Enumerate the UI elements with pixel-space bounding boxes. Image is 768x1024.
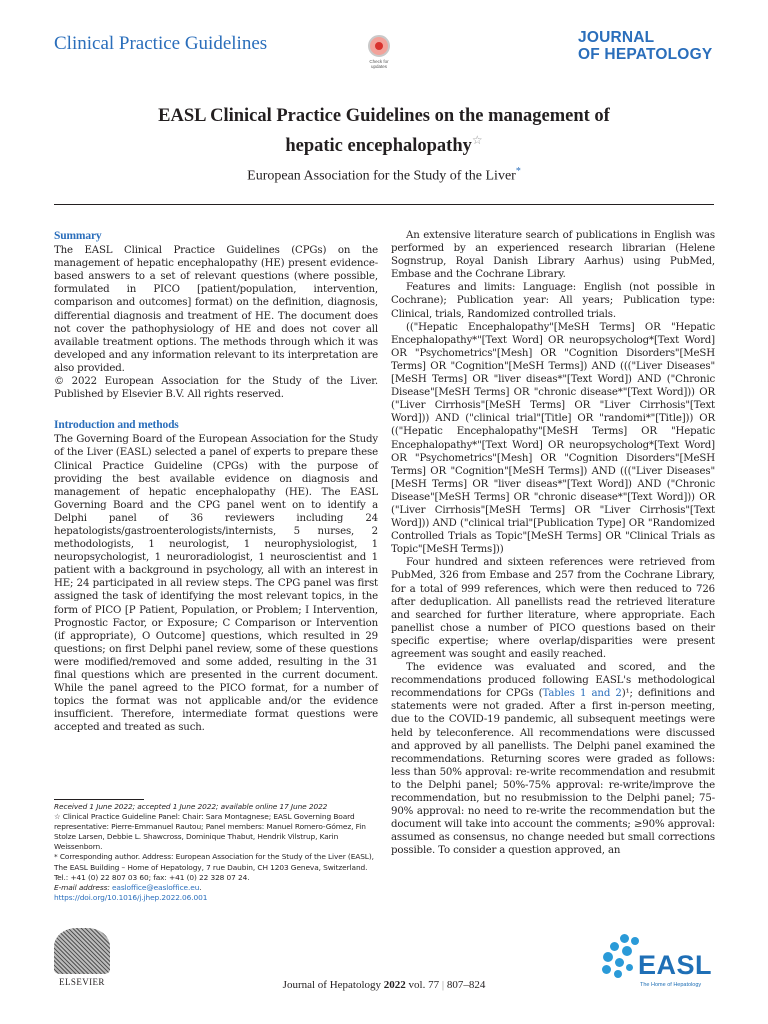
title-line1: EASL Clinical Practice Guidelines on the management of [158, 106, 610, 126]
doi-link[interactable]: https://doi.org/10.1016/j.jhep.2022.06.001 [54, 892, 208, 902]
elsevier-logo [54, 928, 110, 987]
right-column [391, 229, 715, 858]
email-label: E-mail address: [54, 882, 110, 892]
page-footer [180, 979, 588, 991]
footnotes: Received 1 June 2022; accepted 1 June 2022; available online 17 June 2022 ☆ Clinical Practice Guideline Panel: Chair: Sara Montagnese; EASL Governing Board representative: Pierre-Emmanuel Rautou; Panel members: Manuel Romero-Gómez, Fin Stolze Larsen, Debbie L. Shawcross, Dominique Thabut, Hendrik Vilstrup, Karin Weissenborn. * Corresponding author. Address: European Association for the Study of the Liver (EASL), The EASL Building – Home of Hepatology, 7 rue Daubin, CH 1203 Geneva, Switzerland. Tel.: +41 (0) 22 807 03 60; fax: +41 (0) 22 328 07 24. E-mail address: easloffice@easloffice.eu. https://doi.org/10.1016/j.jhep.2022.06.001 [54, 802, 378, 903]
summary-heading: Summary [54, 230, 102, 242]
footnote-divider [54, 799, 144, 800]
journal-logo-line1: JOURNAL [578, 29, 655, 46]
footer-volume: vol. 77 [408, 979, 440, 991]
elsevier-tree-icon [54, 928, 110, 974]
journal-logo-line2: OF HEPATOLOGY [578, 46, 713, 63]
author-footnote-mark[interactable]: * [515, 166, 521, 177]
section-label: Clinical Practice Guidelines [54, 33, 268, 54]
easl-tagline: The Home of Hepatology [640, 982, 702, 988]
easl-logo [600, 934, 712, 990]
journal-logo [578, 29, 712, 63]
tables-link[interactable]: Tables 1 and 2 [542, 688, 622, 700]
intro-body: The Governing Board of the European Association for the Study of the Liver (EASL) selected a panel of experts to prepare these Clinical Practice Guideline (CPGs) with the purpose of providing the best available evidence on diagnosis and management of hepatic encephalopathy (HE). The EASL Governing Board and the CPG panel went on to identify a Delphi panel of 36 reviewers including 24 hepatologists/gastroenterologists/internists, 5 nurses, 2 methodologists, 1 neurologist, 1 neurophysiologist, 1 neuropsychologist, 1 neuroradiologist, 1 neuroscientist and 1 patient with a background in psychology, all with an interest in HE; 24 participated in all review steps. The CPG panel was first assigned the task of identifying the most relevant topics, in the form of PICO [P Patient, Population, or Problem; I Intervention, Prognostic Factor, or Exposure; C Comparison or Intervention (if appropriate), O Outcome] questions, which resulted in 29 questions; on first Delphi panel review, some of these questions were modified/removed and some added, resulting in the 31 final questions which are presented in the current document. While the panel agreed to the PICO format, for a number of topics the format was not applicable and/or the evidence insufficient. Therefore, intermediate format questions were accepted and treated as such. [54, 434, 378, 734]
badge-caption: Check for updates [369, 59, 389, 69]
check-for-updates-badge[interactable] [365, 35, 393, 71]
references-paragraph: Four hundred and sixteen references were retrieved from PubMed, 326 from Embase and 257 from the Cochrane Library, for a total of 999 references, which were then reduced to 726 after deduplication. All panellists read the retrieved literature and searched for further literature, where appropriate. Each panellist chose a number of PICO questions based on their specific expertise; where overlap/disparities were present agreement was sought and easily reached. [391, 557, 715, 660]
limits-paragraph: Features and limits: Language: English (not possible in Cochrane); Publication year: All years; Publication type: Clinical, trials, Randomized controlled trials. [391, 282, 715, 320]
footer-year: 2022 [383, 979, 406, 991]
evidence-paragraph: The evidence was evaluated and scored, and the recommendations produced following EASL's methodological recommendations for CPGs (Tables 1 and 2)¹; definitions and statements were not graded. After a first in-person meeting, due to the COVID-19 pandemic, all subsequent meetings were held by teleconference. All recommendations were discussed and approved by all panellists. The Delphi panel examined the recommendations. Returning scores were graded as follows: less than 50% approval: re-write recommendation and resubmit to the Delphi panel; 50%-75% approval: re-write/improve the recommendation, but no resubmission to the Delphi panel; 75-90% approval: no need to re-write the recommendation but the document will take into account the comments; ≥90% approval: assumed as consensus, no change needed but small corrections possible. To consider a question approved, an [391, 662, 715, 857]
title-footnote-mark[interactable]: ☆ [471, 133, 483, 147]
footer-separator: | [441, 979, 445, 991]
corresponding-footnote: * Corresponding author. Address: European Association for the Study of the Liver (EASL), The EASL Building – Home of Hepatology, 7 rue Daubin, CH 1203 Geneva, Switzerland. Tel.: +41 (0) 22 807 03 60; fax: +41 (0) 22 328 07 24. [54, 852, 374, 882]
query-paragraph: (("Hepatic Encephalopathy"[MeSH Terms] OR "Hepatic Encephalopathy*"[Text Word] OR neuropsycholog*[Text Word] OR "Psychometrics"[Mesh] OR "Cognition Disorders"[MeSH Terms] OR "Cognition"[MeSH Terms]) AND ((("Liver Diseases"[MeSH Terms] OR "liver diseas*"[Text Word]) AND ("Chronic Disease"[MeSH Terms] OR "chronic disease*"[Text Word])) OR ("Liver Cirrhosis"[MeSH Terms] OR "Liver Cirrhosis"[Text Word])) AND ("clinical trial"[Title] OR "randomi*"[Title])) OR (("Hepatic Encephalopathy"[MeSH Terms] OR "Hepatic Encephalopathy*"[Text Word] OR neuropsycholog*[Text Word] OR "Psychometrics"[Mesh] OR "Cognition Disorders"[MeSH Terms] OR "Cognition"[MeSH Terms]) AND ((("Liver Diseases"[MeSH Terms] OR "liver diseas*"[Text Word]) AND ("Chronic Disease"[MeSH Terms] OR "chronic disease*"[Text Word])) OR ("Liver Cirrhosis"[MeSH Terms] OR "Liver Cirrhosis"[Text Word])) AND ("clinical trial"[Publication Type] OR "Randomized Controlled Trials as Topic"[MeSH Terms] OR "Clinical Trials as Topic"[MeSH Terms])) [391, 321, 715, 556]
intro-heading: Introduction and methods [54, 419, 179, 432]
email-link[interactable]: easloffice@easloffice.eu [111, 882, 200, 892]
left-column [54, 230, 378, 734]
footer-pages: 807–824 [446, 979, 486, 991]
summary-body: The EASL Clinical Practice Guidelines (CPGs) on the management of hepatic encephalopathy (HE) present evidence-based answers to a set of relevant questions (where possible, formulated in PICO [patient/population, intervention, comparison and outcomes] format) on the definition, diagnosis, differential diagnosis and treatment of HE. The document does not cover the pathophysiology of HE and does not cover all available treatment options. The methods through which it was developed and any information relevant to its interpretation are also provided. [54, 245, 378, 374]
easl-wordmark: EASL [638, 950, 713, 980]
summary-copyright: © 2022 European Association for the Study of the Liver. Published by Elsevier B.V. All rights reserved. [54, 376, 378, 401]
title-line2: hepatic encephalopathy [285, 136, 472, 157]
crossmark-icon [368, 35, 390, 57]
search-paragraph: An extensive literature search of publications in English was performed by an experienced research librarian (Helene Sognstrup, Royal Danish Library Aarhus) using PubMed, Embase and the Cochrane Library. [391, 230, 715, 281]
panel-footnote: ☆ Clinical Practice Guideline Panel: Chair: Sara Montagnese; EASL Governing Board representative: Pierre-Emmanuel Rautou; Panel members: Manuel Romero-Gómez, Fin Stolze Larsen, Debbie L. Shawcross, Dominique Thabut, Hendrik Vilstrup, Karin Weissenborn. [54, 812, 366, 852]
elsevier-wordmark: ELSEVIER [59, 977, 105, 987]
received-dates: Received 1 June 2022; accepted 1 June 2022; available online 17 June 2022 [54, 802, 328, 811]
author-line [60, 166, 708, 185]
article-title [60, 104, 708, 158]
author-name: European Association for the Study of the Liver [247, 168, 516, 184]
footer-journal: Journal of Hepatology [282, 979, 382, 991]
title-divider [54, 204, 714, 205]
